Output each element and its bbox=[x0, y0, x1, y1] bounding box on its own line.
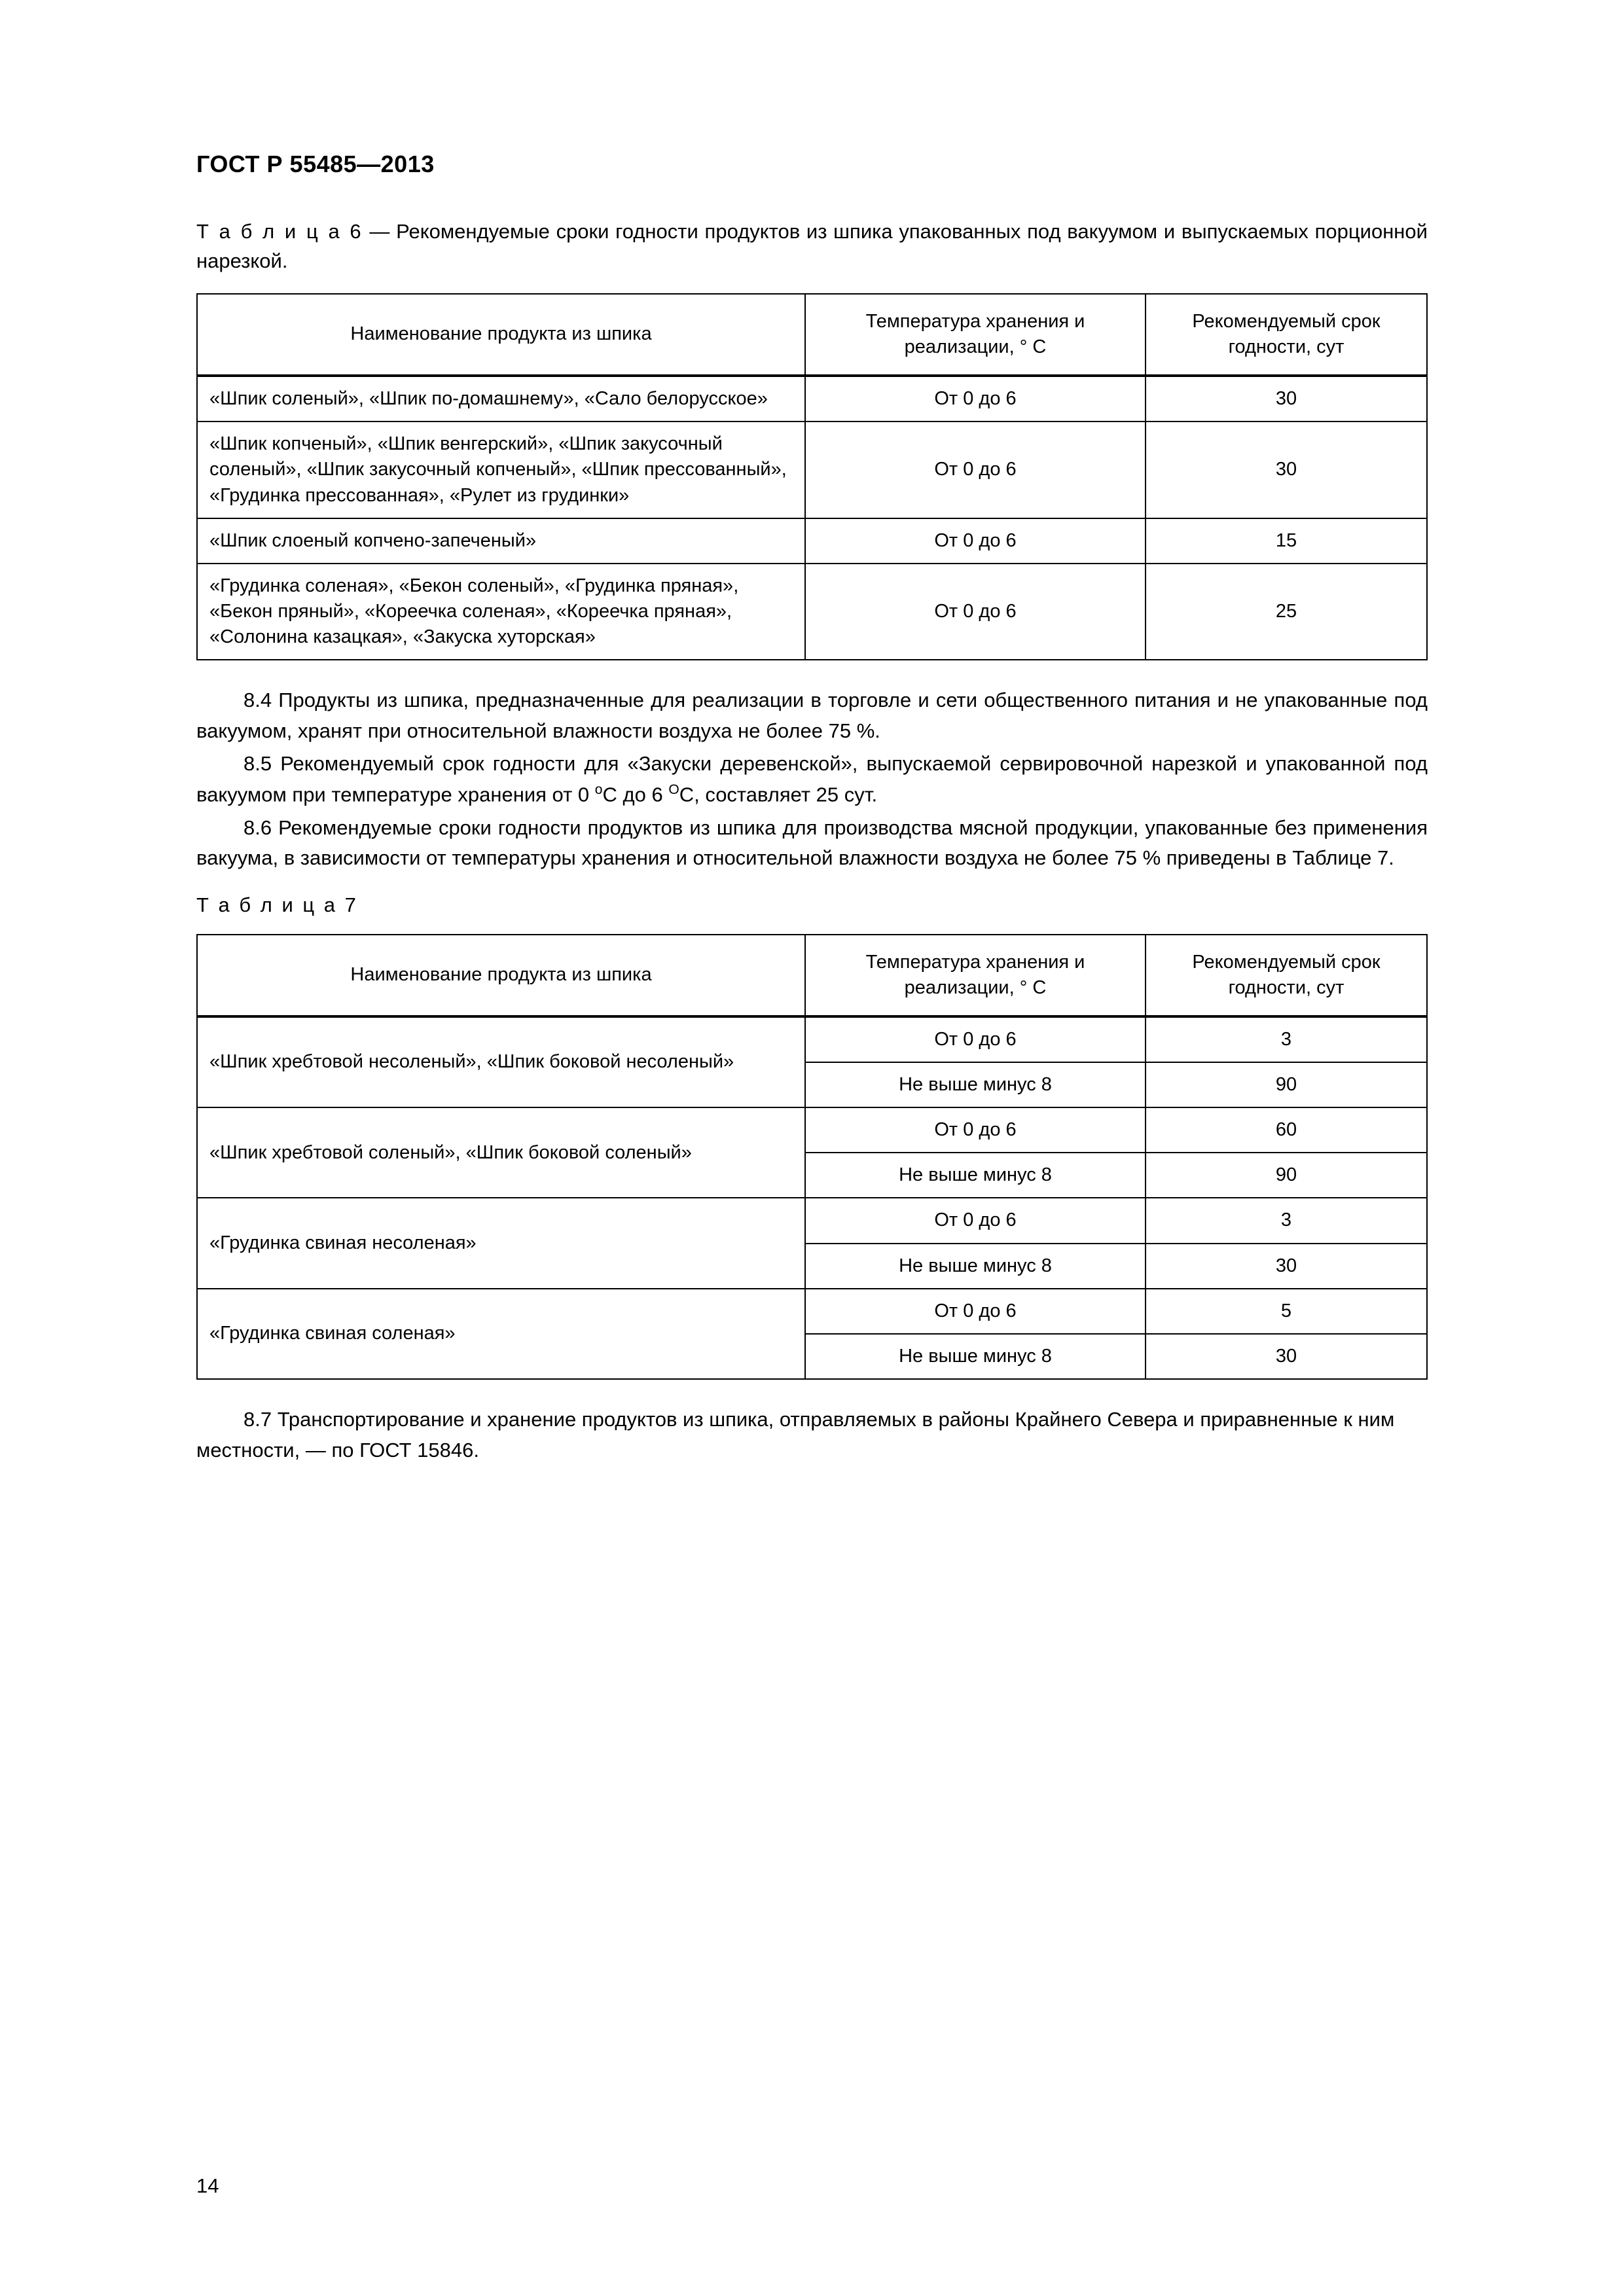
table-row bbox=[197, 518, 1427, 564]
table-7 bbox=[196, 934, 1428, 1380]
table7-row3-sub0-temp: От 0 до 6 bbox=[805, 1289, 1146, 1334]
table7-header-temp: Температура хранения и реализации, ° С bbox=[805, 935, 1146, 1016]
paragraph-8-6: 8.6 Рекомендуемые сроки годности продуктов из шпика для производства мясной продукции, упакованные без применения вакуума, в зависимости от температуры хранения и относительной влажности воздуха не более 75 % приведены в Таблице 7. bbox=[196, 816, 1428, 870]
table6-header-temp: Температура хранения и реализации, ° С bbox=[805, 294, 1146, 376]
table7-row0-sub1-term: 90 bbox=[1146, 1062, 1427, 1107]
table7-caption bbox=[196, 893, 1428, 917]
paragraph-8-7: 8.7 Транспортирование и хранение продуктов из шпика, отправляемых в районы Крайнего Севера и приравненные к ним местности, — по ГОСТ 15846. bbox=[196, 1408, 1395, 1462]
table7-row3-sub1-term: 30 bbox=[1146, 1334, 1427, 1379]
table7-row0-sub0-term: 3 bbox=[1146, 1016, 1427, 1062]
degree-symbol-1: о bbox=[594, 781, 603, 797]
table6-row0-name: «Шпик соленый», «Шпик по-домашнему», «Сало белорусское» bbox=[197, 376, 805, 422]
table-row bbox=[197, 1107, 1427, 1153]
table7-row0-name: «Шпик хребтовой несоленый», «Шпик боковой несоленый» bbox=[197, 1016, 805, 1107]
paragraph-8-5-part3: С, составляет 25 сут. bbox=[679, 783, 878, 806]
table7-row2-sub1-temp: Не выше минус 8 bbox=[805, 1244, 1146, 1289]
table6-row0-temp: От 0 до 6 bbox=[805, 376, 1146, 422]
table7-row1-sub0-temp: От 0 до 6 bbox=[805, 1107, 1146, 1153]
table6-caption bbox=[196, 217, 1428, 276]
table7-row3-name: «Грудинка свиная соленая» bbox=[197, 1289, 805, 1379]
table7-row2-sub0-temp: От 0 до 6 bbox=[805, 1198, 1146, 1243]
table-row bbox=[197, 1198, 1427, 1243]
table7-row1-sub0-term: 60 bbox=[1146, 1107, 1427, 1153]
table6-row3-term: 25 bbox=[1146, 564, 1427, 660]
table6-header-name: Наименование продукта из шпика bbox=[197, 294, 805, 376]
table6-row2-term: 15 bbox=[1146, 518, 1427, 564]
table6-row3-name: «Грудинка соленая», «Бекон соленый», «Грудинка пряная», «Бекон пряный», «Кореечка соленая», «Кореечка пряная», «Солонина казацкая», «Закуска хуторская» bbox=[197, 564, 805, 660]
page-number: 14 bbox=[196, 2174, 219, 2197]
table6-row0-term: 30 bbox=[1146, 376, 1427, 422]
table7-row1-sub1-temp: Не выше минус 8 bbox=[805, 1153, 1146, 1198]
table-6 bbox=[196, 293, 1428, 660]
table-row bbox=[197, 376, 1427, 422]
table7-row1-sub1-term: 90 bbox=[1146, 1153, 1427, 1198]
paragraph-8-5 bbox=[196, 749, 1428, 810]
table7-row3-sub1-temp: Не выше минус 8 bbox=[805, 1334, 1146, 1379]
paragraph-8-5-part2: С до 6 bbox=[602, 783, 669, 806]
table7-row0-sub1-temp: Не выше минус 8 bbox=[805, 1062, 1146, 1107]
table7-row3-sub0-term: 5 bbox=[1146, 1289, 1427, 1334]
paragraph-group bbox=[196, 685, 1428, 873]
table6-row1-name: «Шпик копченый», «Шпик венгерский», «Шпик закусочный соленый», «Шпик закусочный копченый», «Шпик прессованный», «Грудинка прессованная», «Рулет из грудинки» bbox=[197, 422, 805, 518]
table6-row1-term: 30 bbox=[1146, 422, 1427, 518]
table6-row2-temp: От 0 до 6 bbox=[805, 518, 1146, 564]
degree-symbol-2: О bbox=[668, 781, 679, 797]
table7-row2-name: «Грудинка свиная несоленая» bbox=[197, 1198, 805, 1288]
paragraph-8-4: 8.4 Продукты из шпика, предназначенные для реализации в торговле и сети общественного питания и не упакованные под вакуумом, хранят при относительной влажности воздуха не более 75 %. bbox=[196, 689, 1428, 742]
table7-row1-name: «Шпик хребтовой соленый», «Шпик боковой соленый» bbox=[197, 1107, 805, 1198]
table6-caption-text: — Рекомендуемые сроки годности продуктов из шпика упакованных под вакуумом и выпускаемых порционной нарезкой. bbox=[196, 220, 1428, 272]
table7-caption-text: Т а б л и ц а 7 bbox=[196, 893, 358, 916]
paragraph-8-5-part1: 8.5 Рекомендуемый срок годности для «Закуски деревенской», выпускаемой сервировочной нарезкой и упакованной под вакуумом при температуре хранения от 0 bbox=[196, 752, 1428, 806]
table7-row2-sub1-term: 30 bbox=[1146, 1244, 1427, 1289]
table7-header-name: Наименование продукта из шпика bbox=[197, 935, 805, 1016]
table6-row3-temp: От 0 до 6 bbox=[805, 564, 1146, 660]
table-row bbox=[197, 1289, 1427, 1334]
table7-row2-sub0-term: 3 bbox=[1146, 1198, 1427, 1243]
table6-caption-prefix: Т а б л и ц а 6 bbox=[196, 220, 363, 243]
document-standard-header: ГОСТ Р 55485—2013 bbox=[196, 151, 435, 177]
table7-row0-sub0-temp: От 0 до 6 bbox=[805, 1016, 1146, 1062]
table6-row2-name: «Шпик слоеный копчено-запеченый» bbox=[197, 518, 805, 564]
table6-header-row bbox=[197, 294, 1427, 376]
table-row bbox=[197, 422, 1427, 518]
table6-header-term: Рекомендуемый срок годности, сут bbox=[1146, 294, 1427, 376]
table7-header-row bbox=[197, 935, 1427, 1016]
table6-row1-temp: От 0 до 6 bbox=[805, 422, 1146, 518]
table-row bbox=[197, 1016, 1427, 1062]
table7-header-term: Рекомендуемый срок годности, сут bbox=[1146, 935, 1427, 1016]
table-row bbox=[197, 564, 1427, 660]
